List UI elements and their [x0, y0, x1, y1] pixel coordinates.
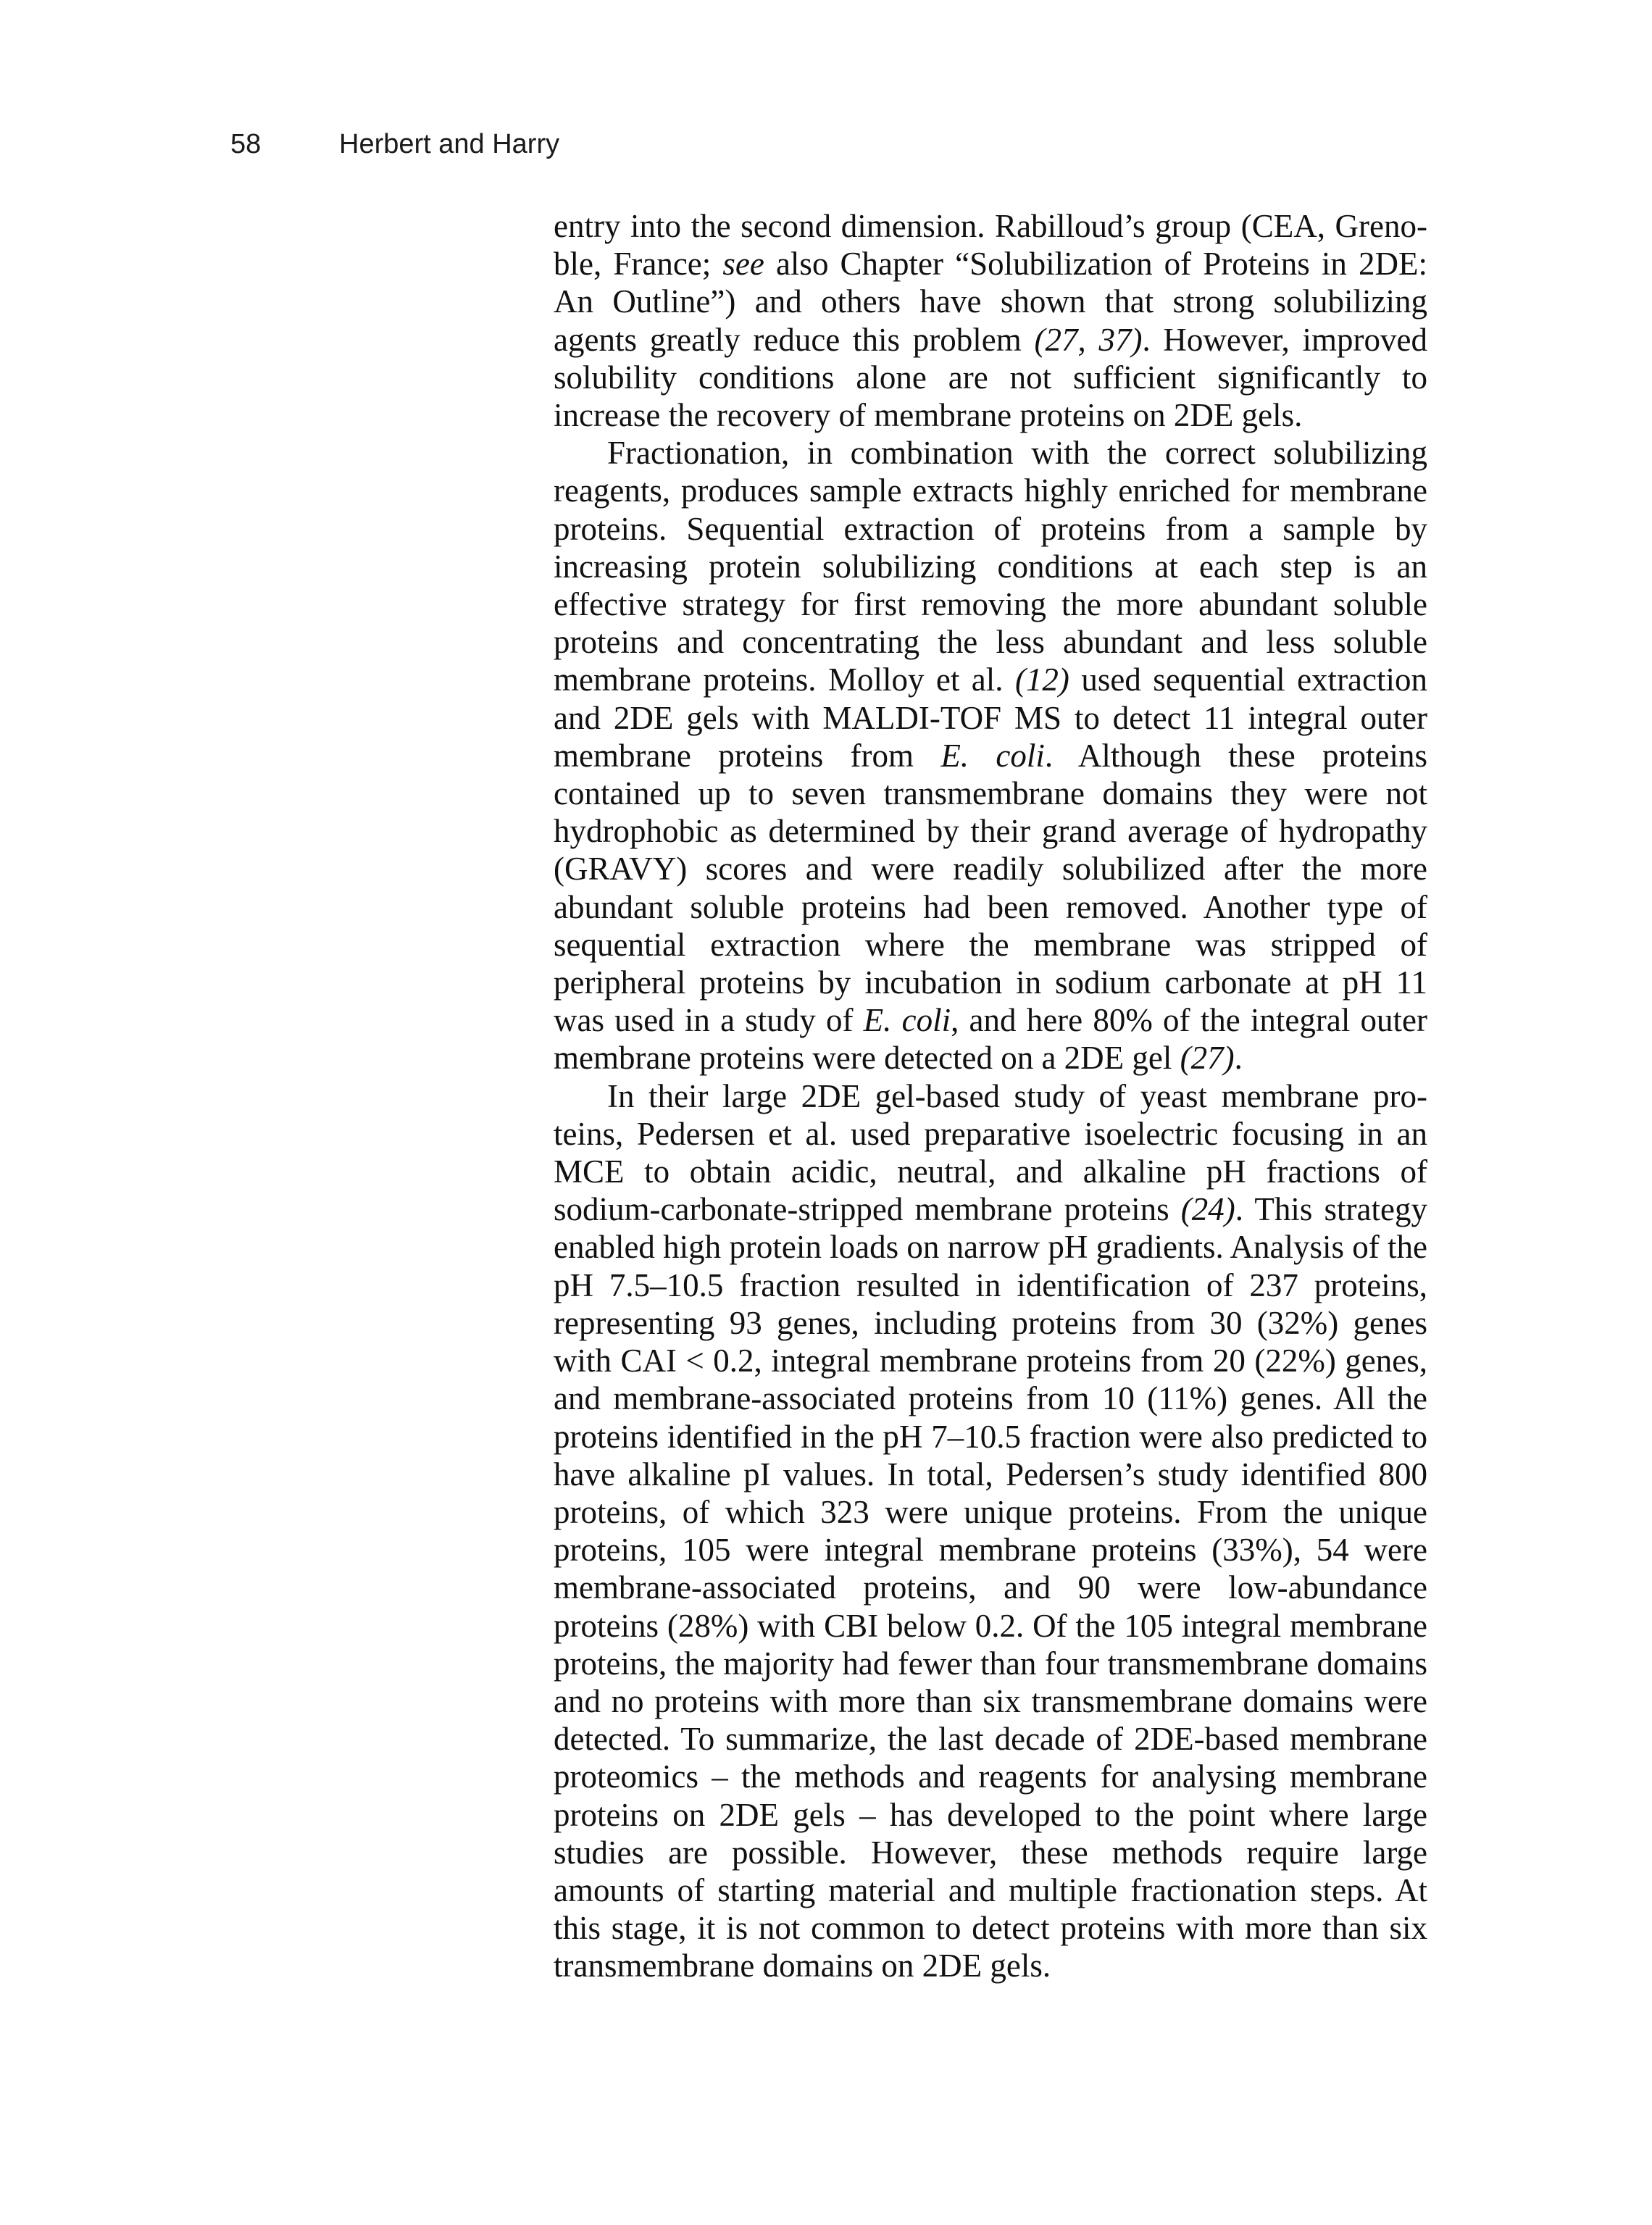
p2-text-4: , and here 80% of the integral outer membrane proteins were detected on a 2DE gel	[554, 1002, 1427, 1077]
running-head	[230, 130, 559, 158]
paragraph-2	[554, 434, 1427, 1077]
paragraph-3	[554, 1077, 1427, 1985]
p1-text-2: also Chapter “Solubilization of Proteins in 2DE: An Outline”) and others have shown that strong solubilizing agents greatly reduce this problem	[554, 246, 1427, 358]
citation: (24)	[1180, 1191, 1235, 1228]
species-name: E. coli	[863, 1002, 951, 1039]
paragraph-1	[554, 207, 1427, 434]
citation: (12)	[1014, 661, 1069, 698]
p2-text-1: Fractionation, in combination with the correct solubilizing reagents, produces sample extracts highly enriched for membrane proteins. Sequential extraction of proteins from a sample by increasing protein solubilizing conditions at each step is an effective strategy for first removing the more abundant soluble proteins and concentrating the less abundant and less soluble membrane proteins. Molloy et al.	[554, 435, 1427, 698]
p2-text-2: used sequential extraction and 2DE gels with MALDI-TOF MS to detect 11 integral outer membrane proteins from	[554, 661, 1428, 774]
p3-text-2: . This strategy enabled high protein loads on narrow pH gradients. Analysis of the pH 7.5–10.5 fraction resulted in identification of 237 proteins, representing 93 genes, including proteins from 30 (32%) genes with CAI < 0.2, integral membrane proteins from 20 (22%) genes, and membrane-associated proteins from 10 (11%) genes. All the proteins identified in the pH 7–10.5 fraction were also predicted to have alkaline pI values. In total, Pedersen’s study identified 800 proteins, of which 323 were unique proteins. From the unique proteins, 105 were integral membrane proteins (33%), 54 were membrane-associated proteins, and 90 were low-abundance proteins (28%) with CBI below 0.2. Of the 105 integral membrane proteins, the majority had fewer than four transmembrane domains and no proteins with more than six transmembrane domains were detected. To summarize, the last decade of 2DE-based membrane proteomics – the methods and reagents for analysing membrane proteins on 2DE gels – has developed to the point where large studies are possible. However, these methods require large amounts of starting material and multiple fractionation steps. At this stage, it is not common to detect proteins with more than six transmembrane domains on 2DE gels.	[554, 1191, 1427, 1984]
p3-text-1: In their large 2DE gel-based study of yeast membrane proteins, Pedersen et al. used preparative isoelectric focusing in an MCE to obtain acidic, neutral, and alkaline pH fractions of sodium-carbonate-stripped membrane proteins	[554, 1077, 1427, 1228]
p2-text-3: . Although these proteins contained up to seven transmembrane domains they were not hydrophobic as determined by their grand average of hydropathy (GRAVY) scores and were readily solubilized after the more abundant soluble proteins had been removed. Another type of sequential extraction where the membrane was stripped of peripheral proteins by incubation in sodium carbonate at pH 11 was used in a study of	[554, 737, 1427, 1039]
p2-text-5: .	[1234, 1040, 1243, 1077]
citation: (27, 37)	[1034, 321, 1143, 358]
species-name: E. coli	[940, 737, 1045, 774]
page-number: 58	[230, 129, 262, 159]
p1-text-3: . However, improved solubility conditions alone are not sufficient significantly to increase the recovery of membrane proteins on 2DE gels.	[554, 321, 1427, 434]
body-text	[554, 207, 1427, 1985]
p1-see: see	[722, 246, 764, 283]
citation: (27)	[1180, 1040, 1235, 1077]
p1-text-1: entry into the second dimension. Rabilloud’s group (CEA, Grenoble, France;	[554, 208, 1427, 283]
running-title: Herbert and Harry	[339, 129, 560, 159]
